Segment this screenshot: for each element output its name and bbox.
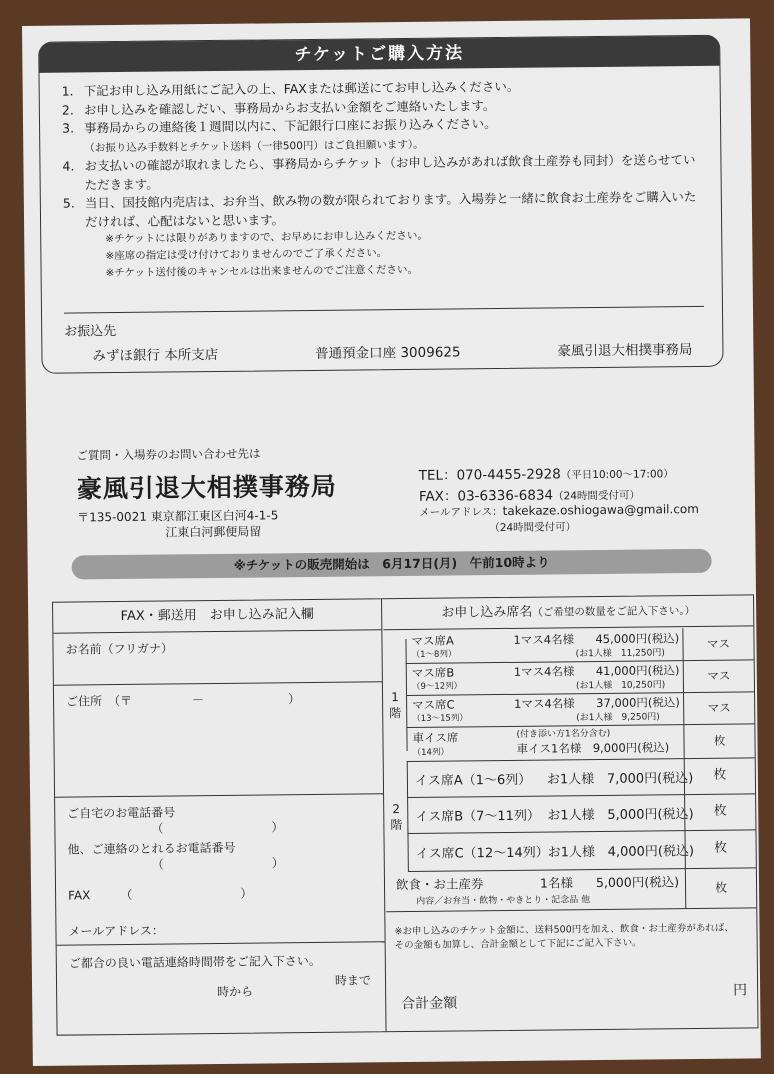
note: ※座席の指定は受け付けておりませんのでご了承ください。	[105, 247, 388, 263]
name-field[interactable]: お名前（フリガナ）	[65, 641, 174, 657]
quantity-field[interactable]: マス	[682, 627, 753, 660]
seat-price: 41,000円(税込)	[595, 663, 680, 679]
step-number: 2.	[61, 101, 74, 118]
floor-text: 1階	[389, 690, 402, 721]
office-address	[77, 507, 278, 541]
seat-row-chair-b	[407, 793, 755, 834]
food-price: 5,000円(税込)	[595, 874, 680, 891]
seat-section	[383, 595, 758, 1031]
email-label: メールアドレス：	[419, 505, 503, 519]
seat-row-mas-a	[405, 627, 753, 664]
seat-desc: お1人様	[547, 845, 596, 861]
step-text: 下記お申し込み用紙にご記入の上、FAXまたは郵送にてお申し込みください。	[83, 78, 520, 99]
floor-1-label	[383, 639, 407, 751]
food-contents: 内容／お弁当・飲物・やきとり・記念品 他	[416, 895, 591, 907]
seat-name: マス席C	[412, 697, 455, 712]
step-number: 5.	[62, 195, 75, 211]
seat-price: 37,000円(税込)	[596, 695, 680, 711]
quantity-field[interactable]: マス	[683, 659, 754, 692]
email-address: takekaze.oshiogawa@gmail.com	[502, 501, 699, 518]
tel-number: TEL：070-4455-2928	[418, 466, 561, 484]
step-number: 4.	[62, 158, 75, 174]
address-line: 〒135-0021 東京都江東区白河4-1-5	[77, 508, 279, 525]
seat-price: 4,000円(税込)	[607, 844, 695, 860]
address-field[interactable]: ご住所 （〒 － ）	[66, 692, 301, 709]
email-hours: （24時間受付可）	[489, 521, 577, 535]
quantity-field[interactable]: 枚	[685, 867, 756, 908]
seat-row-mas-c	[406, 691, 754, 728]
sale-start-banner: ※チケットの販売開始は 6月17日(月) 午前10時より	[72, 549, 712, 580]
seat-per-person: (お1人様 9,250円)	[576, 712, 660, 724]
row-divider	[54, 681, 382, 685]
step-number: 3.	[61, 120, 75, 136]
quantity-field[interactable]: 枚	[684, 793, 755, 830]
floor-text: 2階	[390, 802, 403, 833]
note: ※チケットには限りがありますので、お早めにお申し込みください。	[105, 229, 428, 246]
seat-rows: （13～15列）	[412, 713, 468, 724]
seat-price: 45,000円(税込)	[595, 631, 680, 647]
floor-2-label	[385, 761, 409, 871]
bank-account: 普通預金口座 3009625	[315, 344, 461, 362]
seat-title	[383, 595, 753, 630]
seat-price: 車イス1名様 9,000円(税込)	[516, 740, 670, 756]
seat-name: イス席C（12～14列）	[415, 845, 549, 862]
how-to-buy-box	[38, 35, 723, 374]
seat-name: マス席B	[411, 665, 455, 680]
seat-name: 車イス席	[412, 730, 459, 745]
other-phone-paren: （ ）	[151, 856, 284, 872]
seat-rows: （1～8列）	[411, 649, 457, 660]
seat-desc: お1人様	[547, 808, 595, 824]
quantity-field[interactable]: 枚	[684, 829, 755, 868]
seat-title-sub: （ご希望の数量をご記入下さい。）	[532, 604, 696, 619]
contact-question: ご質問・入場券のお問い合わせ先は	[76, 446, 261, 463]
seat-desc: 1マス4名様	[513, 632, 575, 647]
seat-desc: 1マス4名様	[513, 664, 575, 679]
step-text: 事務局からの連絡後１週間以内に、下記銀行口座にお振り込みください。	[83, 116, 497, 136]
quantity-field[interactable]: 枚	[684, 757, 755, 794]
seat-name: マス席A	[411, 633, 454, 648]
seat-title-text: お申し込み席名	[441, 604, 533, 621]
seat-row-chair-a	[407, 757, 755, 798]
flyer-sheet	[22, 18, 761, 1066]
row-divider	[57, 941, 385, 945]
seat-desc: お1人様	[546, 772, 595, 788]
home-phone-paren: （ ）	[151, 820, 284, 836]
seat-name: イス席B（7～11列）	[415, 808, 540, 825]
time-from[interactable]: 時から	[217, 984, 254, 1000]
divider	[64, 306, 704, 314]
step-text: 当日、国技館内売店は、お弁当、飲み物の数が限られております。入場券と一緒に飲食お土産券をご購入いただければ、心配はないと思います。	[84, 188, 697, 229]
total-amount-field[interactable]: 円	[733, 982, 748, 999]
step-text: お申し込みを確認しだい、事務局からお支払い金額をご連絡いたします。	[83, 97, 496, 117]
seat-desc: 1マス4名様	[514, 696, 575, 711]
row-divider	[55, 793, 383, 797]
office-name: 豪風引退大相撲事務局	[76, 471, 338, 504]
step-3	[62, 113, 702, 158]
note: ※チケット送付後のキャンセルは出来ませんのでご注意ください。	[105, 263, 418, 280]
step-subtext: （お振り込み手数料とチケット送料（一律500円）はご負担願います）。	[84, 138, 424, 154]
quantity-field[interactable]: 枚	[683, 723, 754, 758]
fax-hours: （24時間受付可）	[553, 489, 641, 503]
notes	[105, 225, 704, 282]
steps-list	[62, 76, 704, 283]
fax-field[interactable]: FAX （ ）	[68, 886, 253, 903]
bank-name: みずほ銀行 本所支店	[92, 346, 219, 365]
seat-row-mas-b	[406, 659, 754, 696]
step-5	[63, 188, 703, 232]
seat-name: イス席A（1～6列）	[414, 772, 532, 789]
account-holder: 豪風引退大相撲事務局	[557, 341, 693, 360]
other-phone-field[interactable]: 他、ご連絡のとれるお電話番号	[67, 840, 236, 857]
seat-rows: （9～12列）	[411, 681, 463, 692]
bank-info	[92, 338, 692, 364]
how-to-buy-title: チケットご購入方法	[39, 36, 719, 73]
total-note: ※お申し込みのチケット金額に、送料500円を加え、飲食・お土産券があれば、その金額も加算し、合計金額として下記にご記入下さい。	[394, 922, 734, 952]
time-to[interactable]: 時まで	[334, 973, 372, 988]
address-line: 江東白河郵便局留	[165, 524, 262, 540]
seat-desc: (付き添い方1名分含む)	[516, 728, 611, 740]
applicant-section	[53, 599, 387, 1034]
email-field[interactable]: メールアドレス：	[68, 923, 164, 939]
fax-number: FAX：03-6336-6834	[418, 487, 554, 505]
form-title: FAX・郵送用 お申し込み記入欄	[53, 599, 381, 633]
home-phone-field[interactable]: ご自宅のお電話番号	[67, 805, 176, 821]
seat-price: 7,000円(税込)	[606, 771, 694, 787]
step-number: 1.	[61, 83, 74, 99]
seat-row-chair-c	[407, 829, 755, 872]
seat-per-person: (お1人様 10,250円)	[575, 680, 666, 692]
step-text: お支払いの確認が取れましたら、事務局からチケット（お申し込みがあれば飲食土産券も同封）を送らせていただきます。	[84, 151, 696, 192]
tel-hours: （平日10:00～17:00）	[560, 468, 674, 482]
seat-rows: （14列）	[412, 747, 450, 758]
email-info	[419, 501, 699, 537]
total-label: 合計金額	[401, 995, 458, 1013]
food-name: 飲食・お土産券	[395, 876, 484, 893]
food-desc: 1名様	[539, 875, 574, 891]
quantity-field[interactable]: マス	[683, 691, 754, 724]
seat-price: 5,000円(税込)	[607, 807, 694, 823]
food-voucher-row	[386, 867, 756, 912]
order-form	[52, 594, 759, 1035]
contact-time-label: ご都合の良い電話連絡時間帯をご記入下さい。	[68, 953, 321, 971]
seat-row-wheelchair	[406, 723, 754, 762]
bank-label: お振込先	[64, 324, 117, 340]
seat-per-person: (お1人様 11,250円)	[575, 648, 665, 660]
